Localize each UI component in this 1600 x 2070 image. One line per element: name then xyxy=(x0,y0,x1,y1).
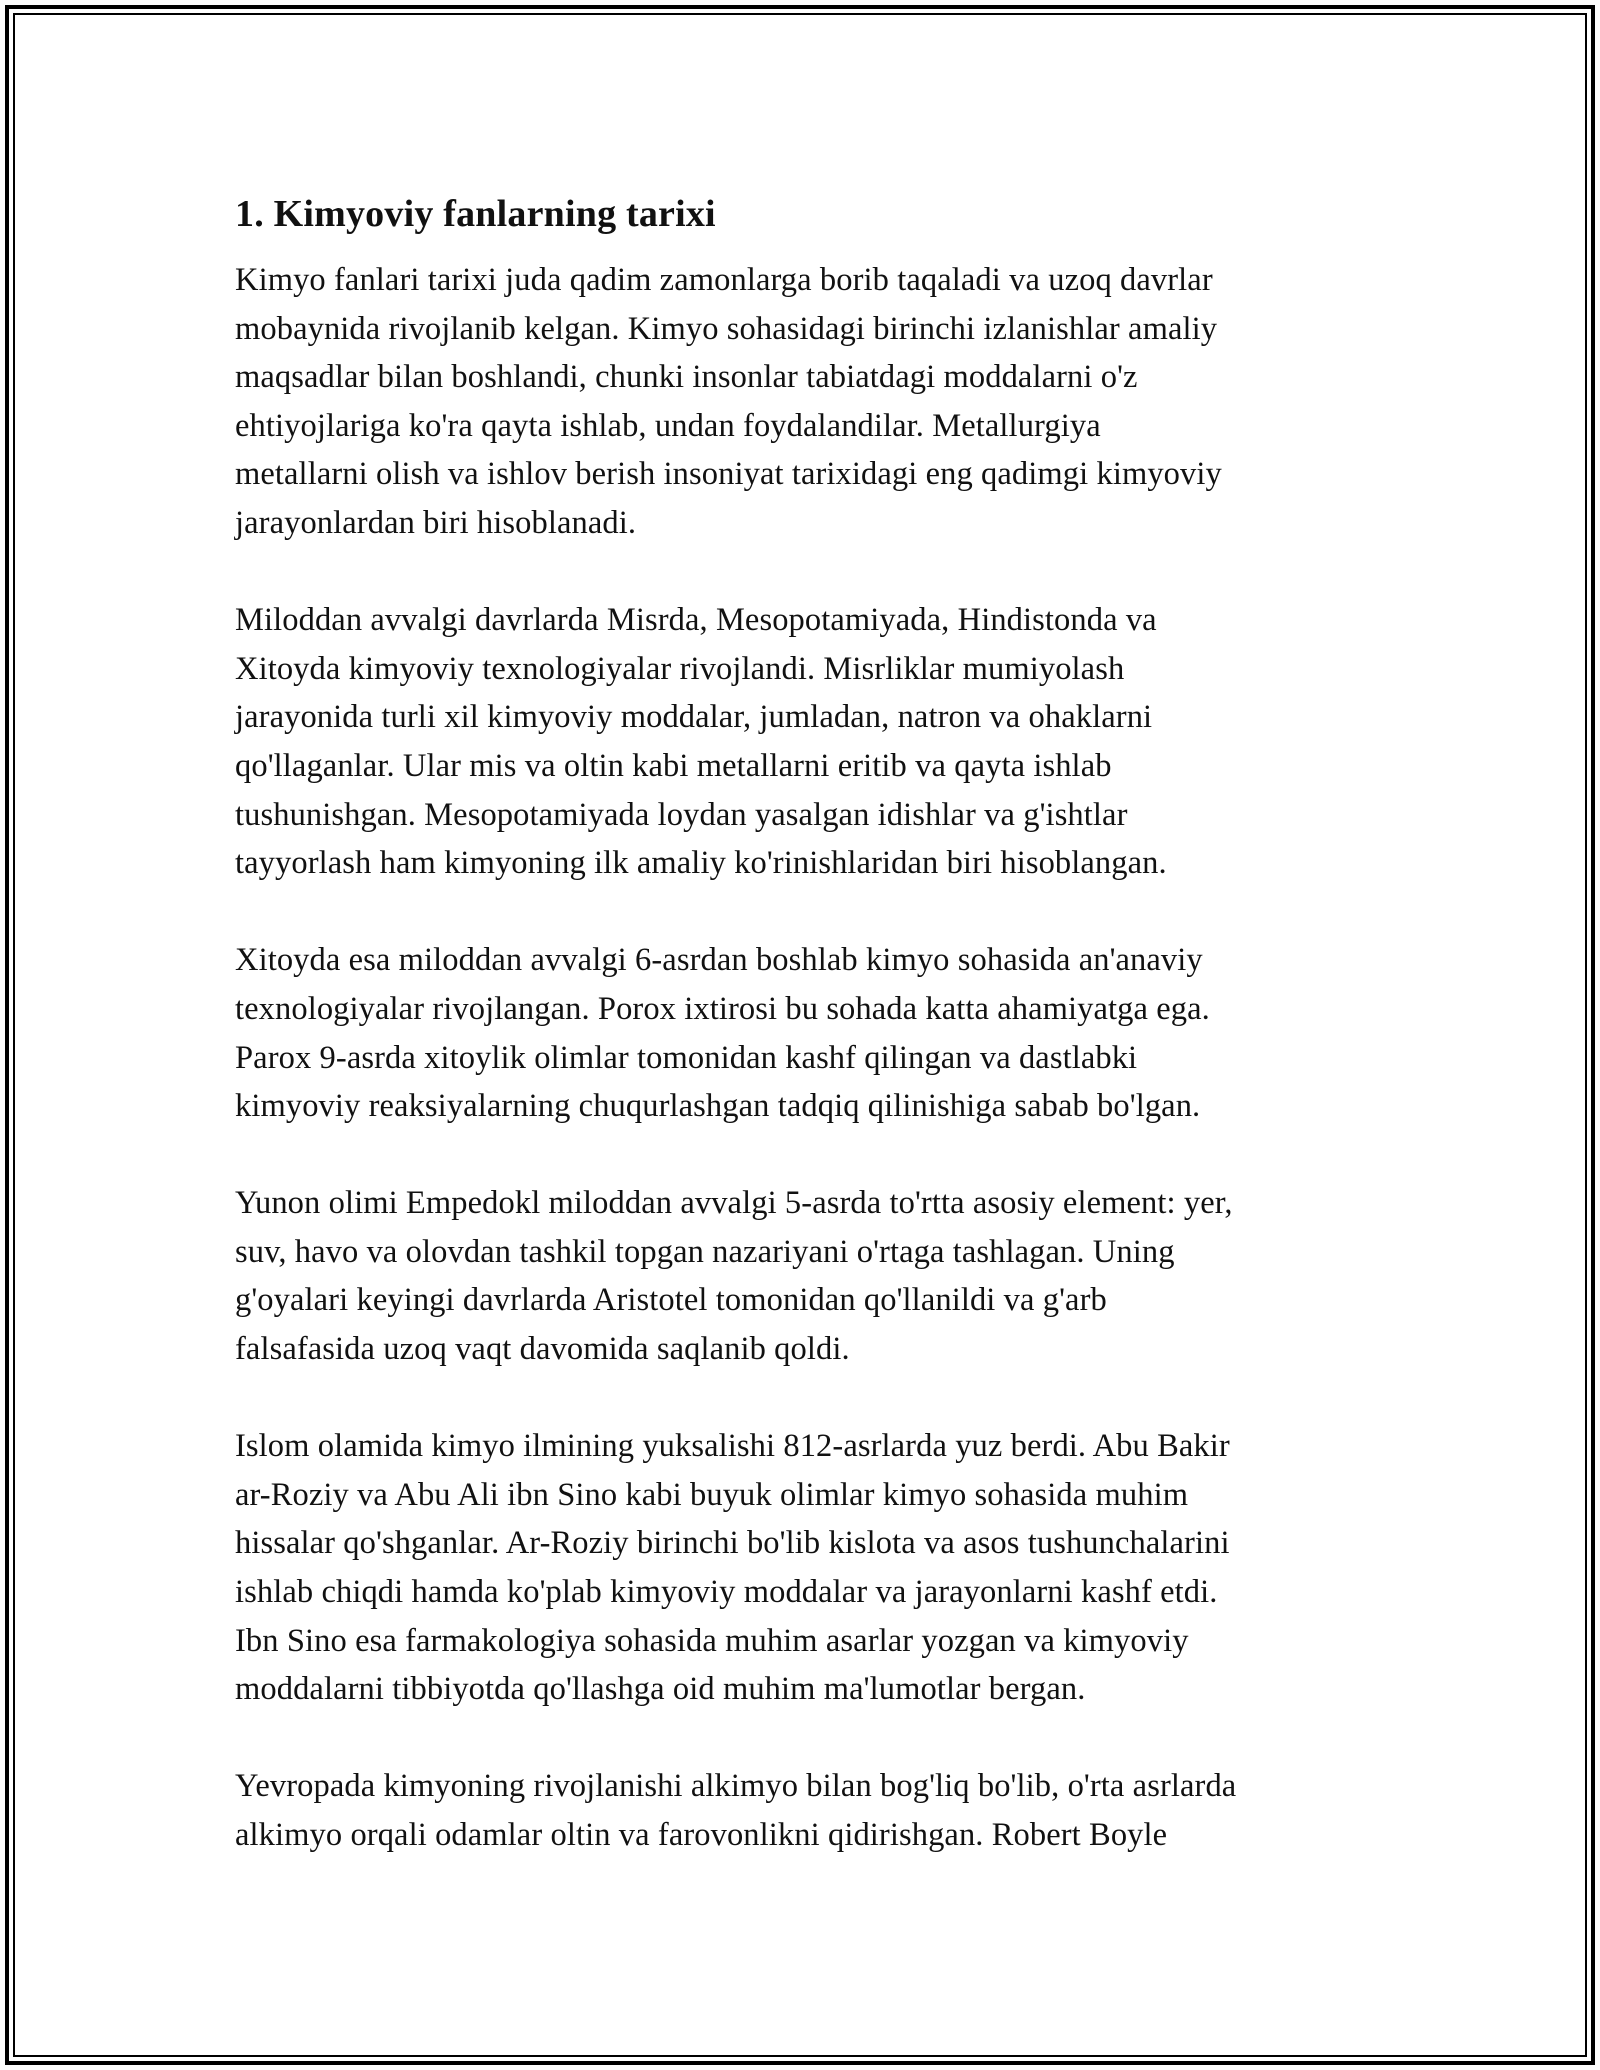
paragraph-3: Xitoyda esa miloddan avvalgi 6-asrdan boshlab kimyo sohasida an'anaviy texnologiyalar rivojlangan. Porox ixtirosi bu sohada katta ahamiyatga ega. Parox 9-asrda xitoylik olimlar tomonidan kashf qilingan va dastlabki kimyoviy reaksiyalarning chuqurlashgan tadqiq qilinishiga sabab bo'lgan. xyxy=(235,942,1210,1125)
section-heading: 1. Kimyoviy fanlarning tarixi xyxy=(235,193,716,235)
paragraph-1: Kimyo fanlari tarixi juda qadim zamonlarga borib taqaladi va uzoq davrlar mobaynida rivojlanib kelgan. Kimyo sohasidagi birinchi izlanishlar amaliy maqsadlar bilan boshlandi, chunki insonlar tabiatdagi moddalarni o'z ehtiyojlariga ko'ra qayta ishlab, undan foydalandilar. Metallurgiya metallarni olish va ishlov berish insoniyat tarixidagi eng qadimgi kimyoviy jarayonlardan biri hisoblanadi. xyxy=(235,262,1222,541)
paragraph-4: Yunon olimi Empedokl miloddan avvalgi 5-asrda to'rtta asosiy element: yer, suv, havo va olovdan tashkil topgan nazariyani o'rtaga tashlagan. Uning g'oyalari keyingi davrlarda Aristotel tomonidan qo'llanildi va g'arb falsafasida uzoq vaqt davomida saqlanib qoldi. xyxy=(235,1185,1233,1368)
paragraph-6: Yevropada kimyoning rivojlanishi alkimyo bilan bog'liq bo'lib, o'rta asrlarda alkimyo orqali odamlar oltin va farovonlikni qidirishgan. Robert Boyle xyxy=(235,1768,1237,1853)
paragraph-2: Miloddan avvalgi davrlarda Misrda, Mesopotamiyada, Hindistonda va Xitoyda kimyoviy texnologiyalar rivojlandi. Misrliklar mumiyolash jarayonida turli xil kimyoviy moddalar, jumladan, natron va ohaklarni qo'llaganlar. Ular mis va oltin kabi metallarni eritib va qayta ishlab tushunishgan. Mesopotamiyada loydan yasalgan idishlar va g'ishtlar tayyorlash ham kimyoning ilk amaliy ko'rinishlaridan biri hisoblangan. xyxy=(235,602,1167,882)
paragraph-5: Islom olamida kimyo ilmining yuksalishi 812-asrlarda yuz berdi. Abu Bakir ar-Roziy va Abu Ali ibn Sino kabi buyuk olimlar kimyo sohasida muhim hissalar qo'shganlar. Ar-Roziy birinchi bo'lib kislota va asos tushunchalarini ishlab chiqdi hamda ko'plab kimyoviy moddalar va jarayonlarni kashf etdi. Ibn Sino esa farmakologiya sohasida muhim asarlar yozgan va kimyoviy moddalarni tibbiyotda qo'llashga oid muhim ma'lumotlar bergan. xyxy=(235,1428,1230,1708)
document-body xyxy=(235,188,1375,1908)
